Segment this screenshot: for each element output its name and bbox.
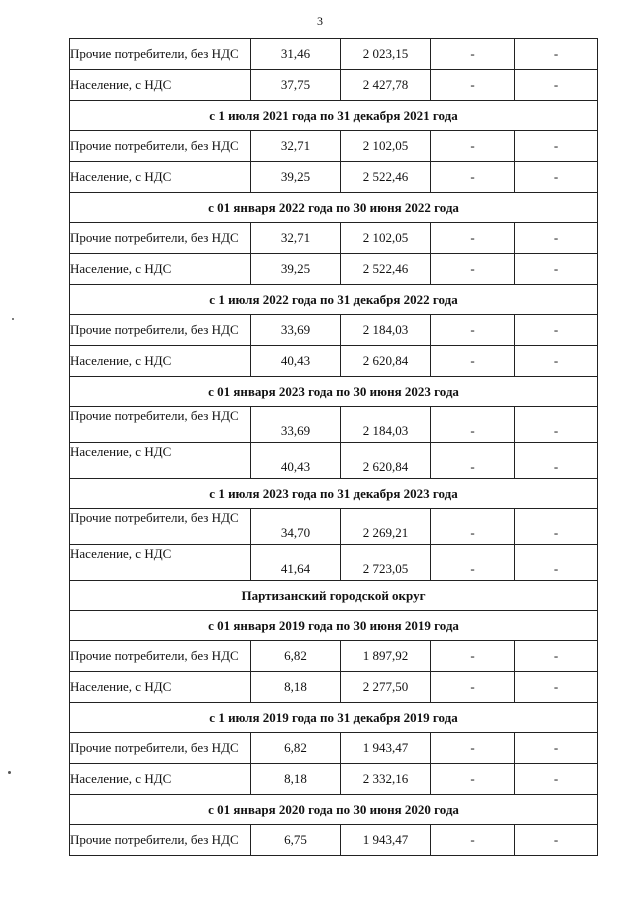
rate-cell: 40,43 bbox=[251, 346, 341, 377]
cost-cell: 1 943,47 bbox=[341, 733, 431, 764]
cost-cell: 1 897,92 bbox=[341, 641, 431, 672]
dash-cell: - bbox=[515, 443, 598, 479]
consumer-cell: Прочие потребители, без НДС bbox=[70, 131, 251, 162]
tariff-row bbox=[70, 545, 598, 581]
consumer-cell: Прочие потребители, без НДС bbox=[70, 223, 251, 254]
period-heading: с 01 января 2020 года по 30 июня 2020 года bbox=[70, 795, 598, 825]
rate-cell: 33,69 bbox=[251, 315, 341, 346]
consumer-cell: Население, с НДС bbox=[70, 254, 251, 285]
dash-cell: - bbox=[515, 131, 598, 162]
dash-cell: - bbox=[431, 162, 515, 193]
period-heading: с 01 января 2019 года по 30 июня 2019 года bbox=[70, 611, 598, 641]
dash-cell: - bbox=[515, 545, 598, 581]
tariff-row bbox=[70, 509, 598, 545]
rate-cell: 39,25 bbox=[251, 254, 341, 285]
group-heading-row bbox=[70, 581, 598, 611]
dash-cell: - bbox=[515, 162, 598, 193]
cost-cell: 2 522,46 bbox=[341, 254, 431, 285]
period-heading-row bbox=[70, 795, 598, 825]
dash-cell: - bbox=[515, 70, 598, 101]
tariff-row bbox=[70, 254, 598, 285]
cost-cell: 2 102,05 bbox=[341, 223, 431, 254]
dash-cell: - bbox=[515, 254, 598, 285]
consumer-cell: Население, с НДС bbox=[70, 545, 251, 581]
rate-cell: 32,71 bbox=[251, 131, 341, 162]
cost-cell: 2 620,84 bbox=[341, 346, 431, 377]
period-heading-row bbox=[70, 479, 598, 509]
rate-cell: 8,18 bbox=[251, 672, 341, 703]
scan-speck bbox=[8, 771, 11, 774]
rate-cell: 37,75 bbox=[251, 70, 341, 101]
consumer-cell: Прочие потребители, без НДС bbox=[70, 509, 251, 545]
period-heading-row bbox=[70, 101, 598, 131]
rate-cell: 32,71 bbox=[251, 223, 341, 254]
rate-cell: 39,25 bbox=[251, 162, 341, 193]
consumer-cell: Прочие потребители, без НДС bbox=[70, 825, 251, 856]
dash-cell: - bbox=[515, 509, 598, 545]
dash-cell: - bbox=[515, 407, 598, 443]
tariff-row bbox=[70, 315, 598, 346]
cost-cell: 2 184,03 bbox=[341, 315, 431, 346]
cost-cell: 2 277,50 bbox=[341, 672, 431, 703]
dash-cell: - bbox=[431, 254, 515, 285]
dash-cell: - bbox=[431, 825, 515, 856]
dash-cell: - bbox=[431, 315, 515, 346]
dash-cell: - bbox=[431, 407, 515, 443]
dash-cell: - bbox=[431, 672, 515, 703]
rate-cell: 8,18 bbox=[251, 764, 341, 795]
tariff-row bbox=[70, 672, 598, 703]
consumer-cell: Население, с НДС bbox=[70, 162, 251, 193]
rate-cell: 40,43 bbox=[251, 443, 341, 479]
dash-cell: - bbox=[515, 346, 598, 377]
consumer-cell: Население, с НДС bbox=[70, 70, 251, 101]
tariff-row bbox=[70, 39, 598, 70]
period-heading-row bbox=[70, 193, 598, 223]
tariff-table bbox=[69, 38, 598, 856]
cost-cell: 2 723,05 bbox=[341, 545, 431, 581]
cost-cell: 2 620,84 bbox=[341, 443, 431, 479]
group-heading: Партизанский городской округ bbox=[70, 581, 598, 611]
consumer-cell: Прочие потребители, без НДС bbox=[70, 733, 251, 764]
period-heading: с 1 июля 2022 года по 31 декабря 2022 года bbox=[70, 285, 598, 315]
dash-cell: - bbox=[515, 733, 598, 764]
cost-cell: 1 943,47 bbox=[341, 825, 431, 856]
tariff-row bbox=[70, 131, 598, 162]
period-heading: с 01 января 2022 года по 30 июня 2022 года bbox=[70, 193, 598, 223]
dash-cell: - bbox=[431, 131, 515, 162]
consumer-cell: Прочие потребители, без НДС bbox=[70, 407, 251, 443]
dash-cell: - bbox=[431, 509, 515, 545]
consumer-cell: Прочие потребители, без НДС bbox=[70, 641, 251, 672]
dash-cell: - bbox=[431, 764, 515, 795]
tariff-row bbox=[70, 223, 598, 254]
consumer-cell: Население, с НДС bbox=[70, 346, 251, 377]
cost-cell: 2 023,15 bbox=[341, 39, 431, 70]
tariff-table-body bbox=[70, 39, 598, 856]
period-heading: с 1 июля 2021 года по 31 декабря 2021 года bbox=[70, 101, 598, 131]
cost-cell: 2 269,21 bbox=[341, 509, 431, 545]
dash-cell: - bbox=[431, 443, 515, 479]
rate-cell: 33,69 bbox=[251, 407, 341, 443]
tariff-row bbox=[70, 346, 598, 377]
dash-cell: - bbox=[431, 641, 515, 672]
tariff-row bbox=[70, 764, 598, 795]
period-heading: с 01 января 2023 года по 30 июня 2023 года bbox=[70, 377, 598, 407]
consumer-cell: Население, с НДС bbox=[70, 764, 251, 795]
tariff-row bbox=[70, 825, 598, 856]
cost-cell: 2 184,03 bbox=[341, 407, 431, 443]
tariff-row bbox=[70, 443, 598, 479]
dash-cell: - bbox=[431, 39, 515, 70]
rate-cell: 41,64 bbox=[251, 545, 341, 581]
rate-cell: 34,70 bbox=[251, 509, 341, 545]
dash-cell: - bbox=[431, 223, 515, 254]
dash-cell: - bbox=[515, 764, 598, 795]
consumer-cell: Прочие потребители, без НДС bbox=[70, 315, 251, 346]
period-heading: с 1 июля 2019 года по 31 декабря 2019 года bbox=[70, 703, 598, 733]
dash-cell: - bbox=[515, 315, 598, 346]
consumer-cell: Прочие потребители, без НДС bbox=[70, 39, 251, 70]
page-number: 3 bbox=[317, 14, 323, 28]
dash-cell: - bbox=[515, 641, 598, 672]
rate-cell: 31,46 bbox=[251, 39, 341, 70]
dash-cell: - bbox=[515, 39, 598, 70]
cost-cell: 2 102,05 bbox=[341, 131, 431, 162]
dash-cell: - bbox=[431, 70, 515, 101]
dash-cell: - bbox=[515, 825, 598, 856]
cost-cell: 2 332,16 bbox=[341, 764, 431, 795]
tariff-row bbox=[70, 641, 598, 672]
dash-cell: - bbox=[515, 223, 598, 254]
rate-cell: 6,75 bbox=[251, 825, 341, 856]
rate-cell: 6,82 bbox=[251, 641, 341, 672]
dash-cell: - bbox=[431, 346, 515, 377]
scan-speck bbox=[12, 318, 14, 320]
consumer-cell: Население, с НДС bbox=[70, 443, 251, 479]
dash-cell: - bbox=[515, 672, 598, 703]
tariff-row bbox=[70, 407, 598, 443]
tariff-row bbox=[70, 70, 598, 101]
dash-cell: - bbox=[431, 545, 515, 581]
period-heading-row bbox=[70, 377, 598, 407]
dash-cell: - bbox=[431, 733, 515, 764]
consumer-cell: Население, с НДС bbox=[70, 672, 251, 703]
period-heading-row bbox=[70, 611, 598, 641]
tariff-row bbox=[70, 733, 598, 764]
tariff-row bbox=[70, 162, 598, 193]
rate-cell: 6,82 bbox=[251, 733, 341, 764]
period-heading-row bbox=[70, 285, 598, 315]
cost-cell: 2 522,46 bbox=[341, 162, 431, 193]
cost-cell: 2 427,78 bbox=[341, 70, 431, 101]
period-heading-row bbox=[70, 703, 598, 733]
period-heading: с 1 июля 2023 года по 31 декабря 2023 года bbox=[70, 479, 598, 509]
